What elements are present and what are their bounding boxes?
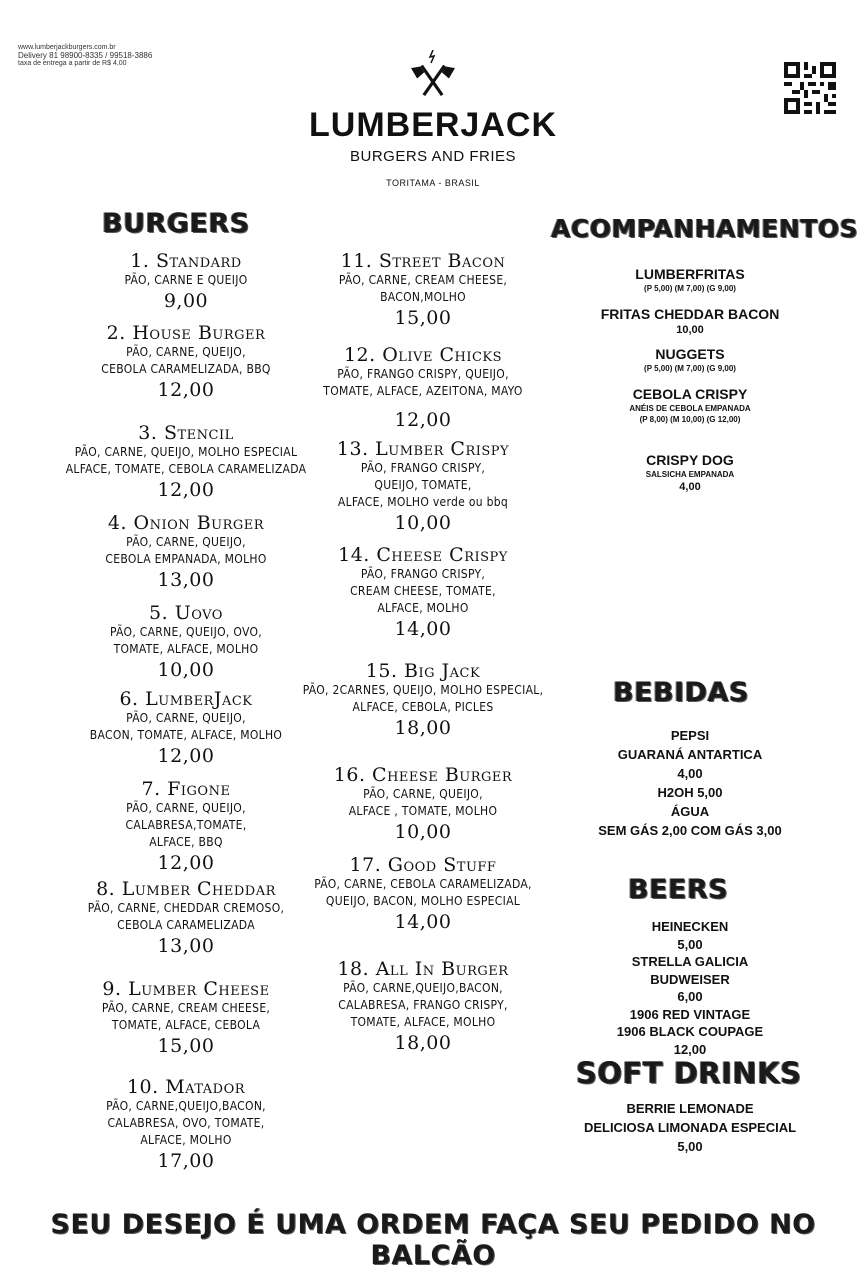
side-item-detail: (P 5,00) (M 7,00) (G 9,00) — [644, 364, 736, 373]
menu-item-description: QUEIJO, BACON, MOLHO ESPECIAL — [325, 894, 521, 908]
beer-line: 1906 BLACK COUPAGE — [616, 1024, 764, 1039]
menu-item-description: CALABRESA, FRANGO CRISPY, — [338, 998, 508, 1012]
brand-name: LUMBERJACK — [309, 106, 557, 144]
section-beers: BEERS — [628, 874, 729, 905]
menu-item-price: 12,00 — [157, 745, 215, 767]
menu-item-price: 12,00 — [157, 479, 215, 501]
menu-item-description: BACON, TOMATE, ALFACE, MOLHO — [89, 728, 283, 742]
menu-item-description: ALFACE , TOMATE, MOLHO — [348, 804, 498, 818]
beer-line: 12,00 — [673, 1041, 707, 1057]
menu-item-description: PÃO, CARNE, QUEIJO, — [363, 787, 483, 801]
menu-item-price: 14,00 — [394, 911, 452, 933]
menu-item-price: 10,00 — [394, 512, 452, 534]
beers-list — [575, 918, 805, 1058]
menu-item-name: 4. Onion Burger — [107, 512, 265, 534]
side-item-detail: SALSICHA EMPANADA — [645, 470, 735, 479]
side-item-name: FRITAS CHEDDAR BACON — [600, 306, 780, 322]
menu-item-name: 17. Good Stuff — [349, 854, 497, 876]
beer-line: BUDWEISER — [650, 971, 730, 987]
menu-item-description: PÃO, CARNE, QUEIJO, MOLHO ESPECIAL — [74, 445, 298, 459]
contact-line-1: www.lumberjackburgers.com.br — [18, 44, 116, 51]
menu-item-name: 5. Uovo — [149, 602, 223, 624]
menu-item-name: 18. All In Burger — [337, 958, 509, 980]
menu-item-description: PÃO, FRANGO CRISPY, — [360, 567, 486, 581]
menu-item-price: 14,00 — [394, 618, 452, 640]
menu-item-description: PÃO, CARNE, QUEIJO, — [126, 801, 246, 815]
contact-line-3: taxa de entrega a partir de R$ 4,00 — [18, 60, 127, 67]
menu-item-name: 10. Matador — [126, 1076, 246, 1098]
menu-item-price: 15,00 — [157, 1035, 215, 1057]
menu-item-name: 9. Lumber Cheese — [102, 978, 270, 1000]
side-item-price: 10,00 — [676, 324, 704, 336]
menu-item-price: 12,00 — [157, 379, 215, 401]
menu-item — [280, 544, 566, 641]
drink-line: SEM GÁS 2,00 COM GÁS 3,00 — [598, 823, 782, 838]
menu-item-price: 10,00 — [157, 659, 215, 681]
menu-item-description: ALFACE, TOMATE, CEBOLA CARAMELIZADA — [65, 462, 307, 476]
beer-line: STRELLA GALICIA — [631, 954, 749, 969]
menu-item-price: 17,00 — [157, 1150, 215, 1172]
side-item-name: CEBOLA CRISPY — [632, 386, 748, 402]
menu-item-description: PÃO, CARNE E QUEIJO — [124, 273, 248, 287]
beer-line: 5,00 — [677, 936, 703, 952]
footer-slogan: SEU DESEJO É UMA ORDEM FAÇA SEU PEDIDO NO BALCÃO — [50, 1209, 816, 1271]
menu-item — [280, 764, 566, 844]
drink-line: PEPSI — [670, 728, 710, 743]
menu-item-description: TOMATE, ALFACE, AZEITONA, MAYO — [323, 384, 523, 398]
contact-line-2: Delivery 81 98900-8335 / 99518-3886 — [18, 51, 153, 60]
side-item — [590, 265, 790, 294]
menu-item — [280, 958, 566, 1055]
section-soft-drinks: SOFT DRINKS — [576, 1056, 802, 1090]
menu-item-description: CEBOLA CARAMELIZADA, BBQ — [101, 362, 271, 376]
menu-item-description: ALFACE, CEBOLA, PICLES — [352, 700, 494, 714]
menu-item-name: 12. Olive Chicks — [343, 344, 503, 366]
side-item-price: 4,00 — [679, 481, 701, 493]
menu-item-price: 10,00 — [394, 821, 452, 843]
side-item-detail: ANÉIS DE CEBOLA EMPANADA — [629, 404, 751, 413]
menu-item-price: 13,00 — [157, 935, 215, 957]
menu-item-description: ALFACE, MOLHO — [377, 601, 469, 615]
side-item-name: LUMBERFRITAS — [635, 266, 745, 282]
menu-item-description: CALABRESA, OVO, TOMATE, — [107, 1116, 265, 1130]
menu-item-description: PÃO, CARNE, QUEIJO, — [126, 711, 246, 725]
menu-item-description: CEBOLA CARAMELIZADA — [117, 918, 255, 932]
menu-item-description: PÃO, 2CARNES, QUEIJO, MOLHO ESPECIAL, — [302, 683, 544, 697]
menu-item — [280, 660, 566, 740]
contact-info — [18, 44, 152, 68]
menu-item-description: ALFACE, MOLHO verde ou bbq — [337, 495, 509, 509]
drink-line: ÁGUA — [670, 804, 710, 819]
side-item — [590, 385, 790, 425]
menu-item-description: ALFACE, BBQ — [149, 835, 223, 849]
side-item-name: NUGGETS — [655, 346, 725, 362]
side-item — [590, 305, 790, 337]
menu-item-price: 18,00 — [394, 1032, 452, 1054]
section-burgers: BURGERS — [102, 208, 250, 239]
menu-item-name: 16. Cheese Burger — [333, 764, 513, 786]
beer-line: 6,00 — [677, 989, 703, 1004]
menu-item-name: 13. Lumber Crispy — [336, 438, 510, 460]
menu-item-description: PÃO, CARNE, CREAM CHEESE, — [101, 1001, 271, 1015]
menu-item-name: 15. Big Jack — [365, 660, 481, 682]
side-item-detail: (P 5,00) (M 7,00) (G 9,00) — [644, 284, 736, 293]
menu-item-name: 11. Street Bacon — [340, 250, 506, 272]
side-item-name: CRISPY DOG — [646, 452, 734, 468]
menu-item-description: CREAM CHEESE, TOMATE, — [350, 584, 496, 598]
drink-line: 4,00 — [677, 766, 703, 781]
menu-item-description: ALFACE, MOLHO — [140, 1133, 232, 1147]
menu-item-description: PÃO, CARNE, QUEIJO, — [126, 345, 246, 359]
menu-item-description: TOMATE, ALFACE, MOLHO — [350, 1015, 496, 1029]
menu-item-name: 1. Standard — [130, 250, 242, 272]
menu-item-description: PÃO, CARNE, CHEDDAR CREMOSO, — [87, 901, 285, 915]
menu-item-name: 7. Figone — [141, 778, 231, 800]
menu-item-description: PÃO, CARNE, QUEIJO, — [126, 535, 246, 549]
menu-item-description: PÃO, CARNE,QUEIJO,BACON, — [106, 1099, 266, 1113]
beer-line: HEINECKEN — [651, 919, 729, 934]
side-item — [590, 345, 790, 374]
section-sides: ACOMPANHAMENTOS — [551, 214, 859, 243]
menu-item-description: BACON,MOLHO — [380, 290, 466, 304]
menu-item-description: TOMATE, ALFACE, CEBOLA — [111, 1018, 261, 1032]
menu-item-description: PÃO, CARNE, CEBOLA CARAMELIZADA, — [314, 877, 532, 891]
brand-subtitle: BURGERS AND FRIES — [349, 148, 517, 165]
menu-item-price: 18,00 — [394, 717, 452, 739]
brand-location: TORITAMA - BRASIL — [386, 178, 480, 188]
menu-item — [30, 1076, 342, 1173]
menu-item — [280, 344, 566, 432]
beer-line: 1906 RED VINTAGE — [629, 1006, 751, 1022]
menu-item-description: PÃO, FRANGO CRISPY, — [360, 461, 486, 475]
soft-drink-line: 5,00 — [677, 1139, 703, 1154]
menu-item-name: 3. Stencil — [138, 422, 234, 444]
menu-item-description: PÃO, CARNE,QUEIJO,BACON, — [343, 981, 503, 995]
crossed-axes-icon — [410, 50, 456, 102]
menu-item-price: 15,00 — [394, 307, 452, 329]
menu-item-name: 2. House Burger — [106, 322, 266, 344]
menu-item-description: QUEIJO, TOMATE, — [374, 478, 472, 492]
soft-drink-line: DELICIOSA LIMONADA ESPECIAL — [583, 1120, 797, 1135]
menu-item-name: 8. Lumber Cheddar — [96, 878, 276, 900]
soft-drinks-list — [555, 1099, 825, 1156]
side-item-detail: (P 8,00) (M 10,00) (G 12,00) — [639, 415, 741, 424]
menu-item-price: 12,00 — [394, 409, 452, 431]
qr-code-icon — [784, 62, 836, 114]
menu-item-name: 14. Cheese Crispy — [338, 544, 508, 566]
drink-line: H2OH 5,00 — [657, 785, 723, 800]
menu-item — [280, 438, 566, 535]
menu-item-price: 13,00 — [157, 569, 215, 591]
menu-item-description: CEBOLA EMPANADA, MOLHO — [105, 552, 267, 566]
drink-line: GUARANÁ ANTARTICA — [617, 747, 763, 762]
menu-item-price: 12,00 — [157, 852, 215, 874]
drinks-list — [555, 726, 825, 840]
section-drinks: BEBIDAS — [613, 677, 749, 708]
menu-item-name: 6. LumberJack — [119, 688, 253, 710]
menu-item — [280, 250, 566, 330]
menu-item-description: PÃO, FRANGO CRISPY, QUEIJO, — [337, 367, 509, 381]
menu-item-price: 9,00 — [163, 290, 209, 312]
menu-item — [280, 854, 566, 934]
side-item — [590, 451, 790, 494]
menu-item-description: PÃO, CARNE, CREAM CHEESE, — [338, 273, 508, 287]
menu-item-description: TOMATE, ALFACE, MOLHO — [113, 642, 259, 656]
menu-item-description: CALABRESA,TOMATE, — [125, 818, 247, 832]
soft-drink-line: BERRIE LEMONADE — [626, 1101, 754, 1116]
menu-item-description: PÃO, CARNE, QUEIJO, OVO, — [110, 625, 262, 639]
